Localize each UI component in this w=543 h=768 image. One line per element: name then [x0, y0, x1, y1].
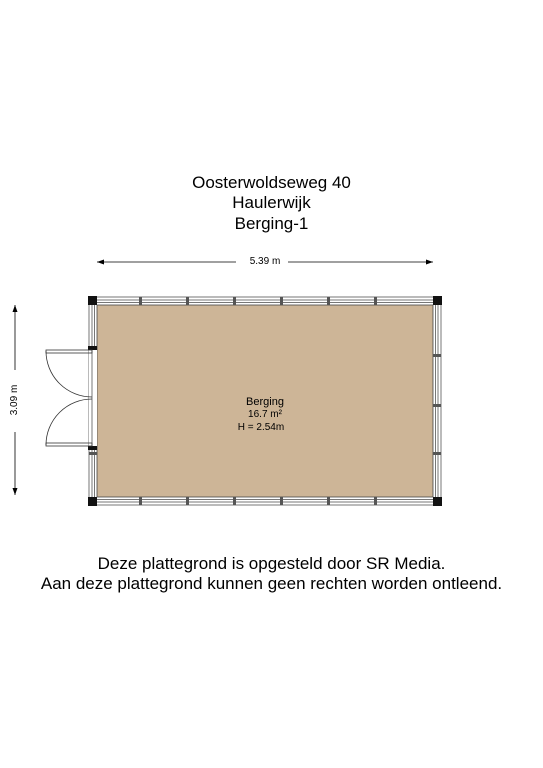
- height-dimension-text: 3.09 m: [9, 384, 20, 416]
- room-name: Berging: [246, 396, 284, 408]
- height-dimension-label: [8, 371, 22, 429]
- width-dimension-text: 5.39 m: [247, 256, 284, 267]
- width-dimension-label: [97, 255, 433, 269]
- footer-line-2: Aan deze plattegrond kunnen geen rechten worden ontleend.: [40, 574, 503, 593]
- floor-title: Berging-1: [234, 214, 309, 233]
- city-title: Haulerwijk: [232, 193, 311, 212]
- footer-line-1: Deze plattegrond is opgesteld door SR Media.: [97, 554, 446, 573]
- double-door: [46, 346, 97, 450]
- address-title: Oosterwoldseweg 40: [192, 173, 351, 192]
- room-area: 16.7 m²: [248, 409, 282, 420]
- room-height: H = 2.54m: [237, 422, 285, 433]
